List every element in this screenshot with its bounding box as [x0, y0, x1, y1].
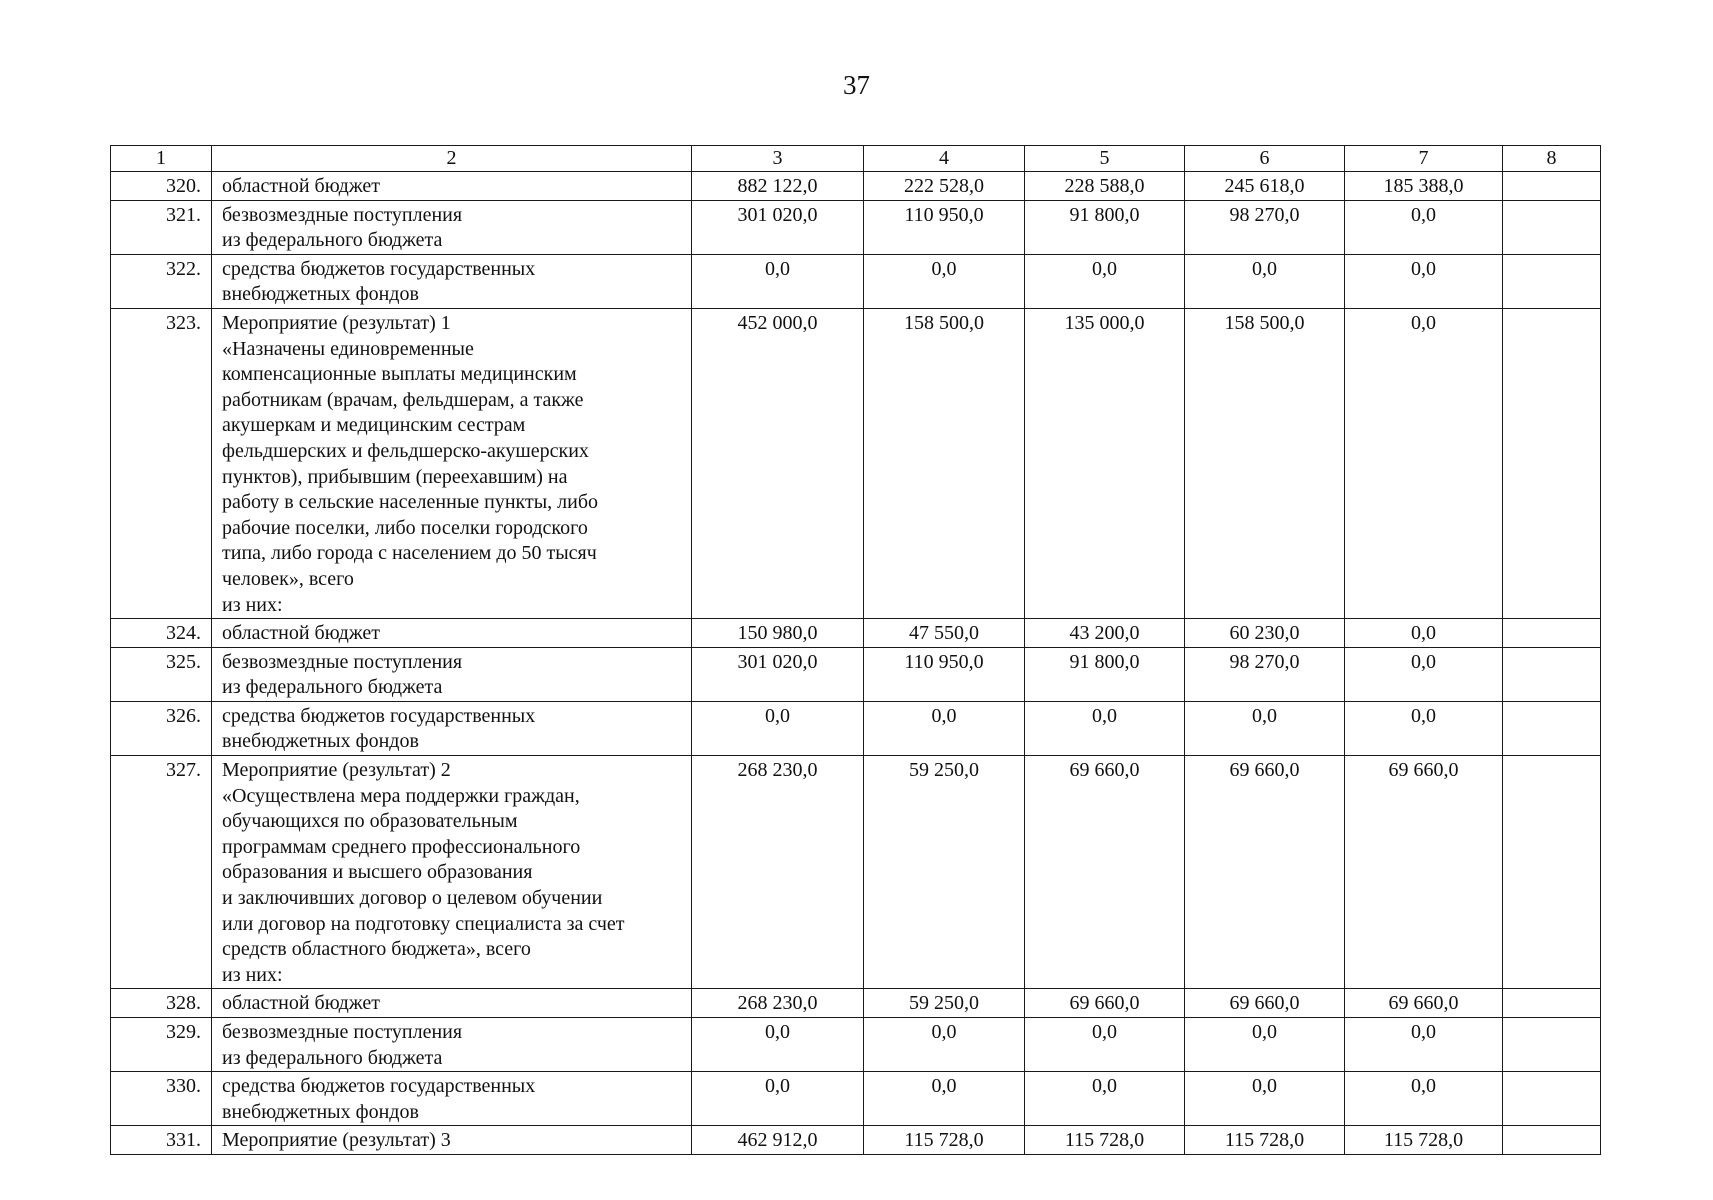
table-row	[111, 308, 1601, 618]
row-description	[212, 989, 692, 1018]
row-description	[212, 756, 692, 989]
description-line: безвозмездные поступления	[222, 650, 463, 673]
table-row	[111, 701, 1601, 755]
value-col-8	[1503, 172, 1601, 201]
column-header-7: 7	[1345, 146, 1503, 172]
value-col-8	[1503, 701, 1601, 755]
table-row	[111, 756, 1601, 989]
row-number: 330.	[111, 1072, 212, 1126]
table-row	[111, 172, 1601, 201]
table-row	[111, 619, 1601, 648]
description-line: из них:	[222, 593, 283, 616]
row-description	[212, 254, 692, 308]
description-line: человек», всего	[222, 567, 354, 590]
description-line: рабочие поселки, либо поселки городского	[222, 516, 588, 539]
description-line: пунктов), прибывшим (переехавшим) на	[222, 465, 568, 488]
value-col-3: 0,0	[692, 254, 864, 308]
description-line: средства бюджетов государственных	[222, 1075, 536, 1098]
value-col-5: 43 200,0	[1025, 619, 1185, 648]
value-col-6: 115 728,0	[1185, 1126, 1345, 1155]
value-col-4: 115 728,0	[864, 1126, 1025, 1155]
value-col-7: 0,0	[1345, 1072, 1503, 1126]
description-line: и заключивших договор о целевом обучении	[222, 887, 603, 910]
page-number: 37	[843, 70, 870, 100]
description-line: «Осуществлена мера поддержки граждан,	[222, 784, 580, 807]
description-line: работу в сельские населенные пункты, либо	[222, 491, 599, 514]
value-col-7: 69 660,0	[1345, 989, 1503, 1018]
value-col-6: 98 270,0	[1185, 200, 1345, 254]
row-description	[212, 172, 692, 201]
value-col-4: 0,0	[864, 1072, 1025, 1126]
description-line: внебюджетных фондов	[222, 283, 419, 306]
table-row	[111, 200, 1601, 254]
value-col-7: 115 728,0	[1345, 1126, 1503, 1155]
value-col-8	[1503, 308, 1601, 618]
value-col-3: 0,0	[692, 1072, 864, 1126]
description-line: областной бюджет	[222, 622, 381, 645]
row-number: 327.	[111, 756, 212, 989]
value-col-3: 268 230,0	[692, 756, 864, 989]
value-col-3: 462 912,0	[692, 1126, 864, 1155]
value-col-8	[1503, 254, 1601, 308]
description-line: программам среднего профессионального	[222, 835, 581, 858]
value-col-4: 0,0	[864, 701, 1025, 755]
row-number: 331.	[111, 1126, 212, 1155]
value-col-4: 59 250,0	[864, 756, 1025, 989]
description-line: внебюджетных фондов	[222, 730, 419, 753]
header-row	[111, 146, 1601, 172]
row-number: 328.	[111, 989, 212, 1018]
value-col-3: 882 122,0	[692, 172, 864, 201]
value-col-8	[1503, 1018, 1601, 1072]
value-col-8	[1503, 1126, 1601, 1155]
value-col-4: 222 528,0	[864, 172, 1025, 201]
column-header-6: 6	[1185, 146, 1345, 172]
table-row	[111, 254, 1601, 308]
row-description	[212, 1018, 692, 1072]
column-header-2: 2	[212, 146, 692, 172]
column-header-3: 3	[692, 146, 864, 172]
value-col-3: 150 980,0	[692, 619, 864, 648]
budget-table	[110, 145, 1601, 1155]
value-col-5: 0,0	[1025, 254, 1185, 308]
value-col-7: 185 388,0	[1345, 172, 1503, 201]
description-line: безвозмездные поступления	[222, 203, 463, 226]
description-line: областной бюджет	[222, 175, 381, 197]
row-description	[212, 701, 692, 755]
value-col-4: 47 550,0	[864, 619, 1025, 648]
row-number: 323.	[111, 308, 212, 618]
value-col-5: 115 728,0	[1025, 1126, 1185, 1155]
value-col-5: 0,0	[1025, 1018, 1185, 1072]
value-col-3: 452 000,0	[692, 308, 864, 618]
value-col-8	[1503, 619, 1601, 648]
value-col-5: 91 800,0	[1025, 200, 1185, 254]
description-line: компенсационные выплаты медицинским	[222, 363, 577, 386]
description-line: средств областного бюджета», всего	[222, 938, 531, 961]
description-line: из федерального бюджета	[222, 229, 443, 252]
table-body	[111, 172, 1601, 1155]
description-line: образования и высшего образования	[222, 861, 533, 884]
value-col-5: 228 588,0	[1025, 172, 1185, 201]
value-col-6: 245 618,0	[1185, 172, 1345, 201]
value-col-8	[1503, 647, 1601, 701]
value-col-5: 135 000,0	[1025, 308, 1185, 618]
value-col-7: 0,0	[1345, 254, 1503, 308]
description-line: Мероприятие (результат) 1	[222, 311, 451, 334]
row-description	[212, 1072, 692, 1126]
description-line: фельдшерских и фельдшерско-акушерских	[222, 439, 589, 462]
description-line: из федерального бюджета	[222, 676, 443, 699]
description-line: средства бюджетов государственных	[222, 257, 536, 280]
value-col-6: 69 660,0	[1185, 989, 1345, 1018]
value-col-4: 0,0	[864, 254, 1025, 308]
value-col-7: 0,0	[1345, 308, 1503, 618]
value-col-7: 0,0	[1345, 701, 1503, 755]
table-row	[111, 1018, 1601, 1072]
value-col-6: 98 270,0	[1185, 647, 1345, 701]
row-description	[212, 647, 692, 701]
row-description	[212, 200, 692, 254]
value-col-5: 0,0	[1025, 1072, 1185, 1126]
value-col-6: 0,0	[1185, 1072, 1345, 1126]
description-line: типа, либо города с населением до 50 тысяч	[222, 542, 597, 565]
value-col-5: 91 800,0	[1025, 647, 1185, 701]
description-line: Мероприятие (результат) 3	[222, 1129, 451, 1152]
column-header-8: 8	[1503, 146, 1601, 172]
value-col-5: 69 660,0	[1025, 989, 1185, 1018]
description-line: обучающихся по образовательным	[222, 810, 518, 833]
value-col-4: 0,0	[864, 1018, 1025, 1072]
value-col-3: 0,0	[692, 1018, 864, 1072]
description-line: безвозмездные поступления	[222, 1021, 463, 1043]
value-col-7: 0,0	[1345, 1018, 1503, 1072]
column-header-1: 1	[111, 146, 212, 172]
table-row	[111, 1072, 1601, 1126]
row-number: 324.	[111, 619, 212, 648]
value-col-3: 301 020,0	[692, 200, 864, 254]
table-row	[111, 989, 1601, 1018]
description-line: или договор на подготовку специалиста за счет	[222, 912, 625, 935]
row-number: 320.	[111, 172, 212, 201]
table-row	[111, 1126, 1601, 1155]
value-col-5: 69 660,0	[1025, 756, 1185, 989]
column-header-5: 5	[1025, 146, 1185, 172]
description-line: Мероприятие (результат) 2	[222, 759, 451, 782]
description-line: средства бюджетов государственных	[222, 704, 536, 727]
value-col-8	[1503, 989, 1601, 1018]
row-number: 329.	[111, 1018, 212, 1072]
value-col-7: 0,0	[1345, 200, 1503, 254]
description-line: из федерального бюджета	[222, 1046, 443, 1069]
description-line: областной бюджет	[222, 992, 381, 1015]
value-col-3: 301 020,0	[692, 647, 864, 701]
value-col-4: 110 950,0	[864, 647, 1025, 701]
value-col-6: 0,0	[1185, 701, 1345, 755]
value-col-4: 158 500,0	[864, 308, 1025, 618]
description-line: из них:	[222, 963, 283, 986]
value-col-6: 0,0	[1185, 254, 1345, 308]
value-col-7: 0,0	[1345, 619, 1503, 648]
description-line: работникам (врачам, фельдшерам, а также	[222, 388, 584, 411]
value-col-8	[1503, 1072, 1601, 1126]
description-line: акушеркам и медицинским сестрам	[222, 414, 526, 437]
row-description	[212, 619, 692, 648]
description-line: внебюджетных фондов	[222, 1100, 419, 1123]
value-col-6: 60 230,0	[1185, 619, 1345, 648]
value-col-7: 0,0	[1345, 647, 1503, 701]
value-col-6: 158 500,0	[1185, 308, 1345, 618]
value-col-4: 110 950,0	[864, 200, 1025, 254]
value-col-3: 0,0	[692, 701, 864, 755]
row-number: 326.	[111, 701, 212, 755]
value-col-6: 69 660,0	[1185, 756, 1345, 989]
value-col-3: 268 230,0	[692, 989, 864, 1018]
row-description	[212, 308, 692, 618]
row-number: 322.	[111, 254, 212, 308]
row-number: 321.	[111, 200, 212, 254]
row-number: 325.	[111, 647, 212, 701]
table-row	[111, 647, 1601, 701]
value-col-8	[1503, 200, 1601, 254]
column-header-4: 4	[864, 146, 1025, 172]
description-line: «Назначены единовременные	[222, 337, 474, 360]
value-col-8	[1503, 756, 1601, 989]
value-col-6: 0,0	[1185, 1018, 1345, 1072]
value-col-4: 59 250,0	[864, 989, 1025, 1018]
value-col-7: 69 660,0	[1345, 756, 1503, 989]
value-col-5: 0,0	[1025, 701, 1185, 755]
row-description	[212, 1126, 692, 1155]
